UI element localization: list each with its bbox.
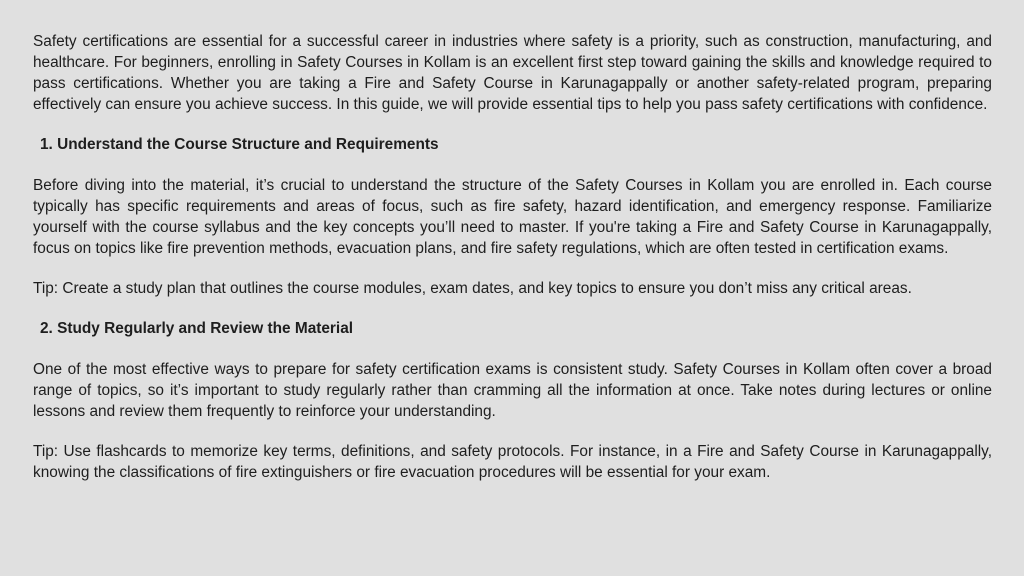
section-2-tip: Tip: Use flashcards to memorize key terms, definitions, and safety protocols. For instance, in a Fire and Safety Course in Karunagappally, knowing the classifications of fire extinguishers or fire evacuation procedures will be essential for your exam. <box>33 443 992 481</box>
section-heading-2: 2. Study Regularly and Review the Material <box>40 320 354 337</box>
spacer <box>33 299 992 318</box>
spacer <box>33 259 992 278</box>
intro-paragraph: Safety certifications are essential for a successful career in industries where safety is a priority, such as construction, manufacturing, and healthcare. For beginners, enrolling in Safety Courses in Kollam is an excellent first step toward gaining the skills and knowledge required to pass certifications. Whether you are taking a Fire and Safety Course in Karunagappally or another safety-related program, preparing effectively can ensure you achieve success. In this guide, we will provide essential tips to help you pass safety certifications with confidence. <box>33 33 992 113</box>
spacer <box>33 115 992 134</box>
section-2-paragraph: One of the most effective ways to prepare for safety certification exams is consistent study. Safety Courses in Kollam often cover a broad range of topics, so it’s important to study regularly rather than cramming all the information at once. Take notes during lectures or online lessons and review them frequently to reinforce your understanding. <box>33 361 992 420</box>
spacer <box>33 422 992 441</box>
section-1-paragraph: Before diving into the material, it’s crucial to understand the structure of the Safety Courses in Kollam you are enrolled in. Each course typically has specific requirements and areas of focus, such as fire safety, hazard identification, and emergency response. Familiarize yourself with the course syllabus and the key concepts you’ll need to master. If you're taking a Fire and Safety Course in Karunagappally, focus on topics like fire prevention methods, evacuation plans, and fire safety regulations, which are often tested in certification exams. <box>33 177 992 257</box>
spacer <box>33 339 992 359</box>
section-1-tip: Tip: Create a study plan that outlines the course modules, exam dates, and key topics to ensure you don’t miss any critical areas. <box>33 280 912 297</box>
spacer <box>33 155 992 175</box>
section-heading-1: 1. Understand the Course Structure and Requirements <box>40 136 439 153</box>
